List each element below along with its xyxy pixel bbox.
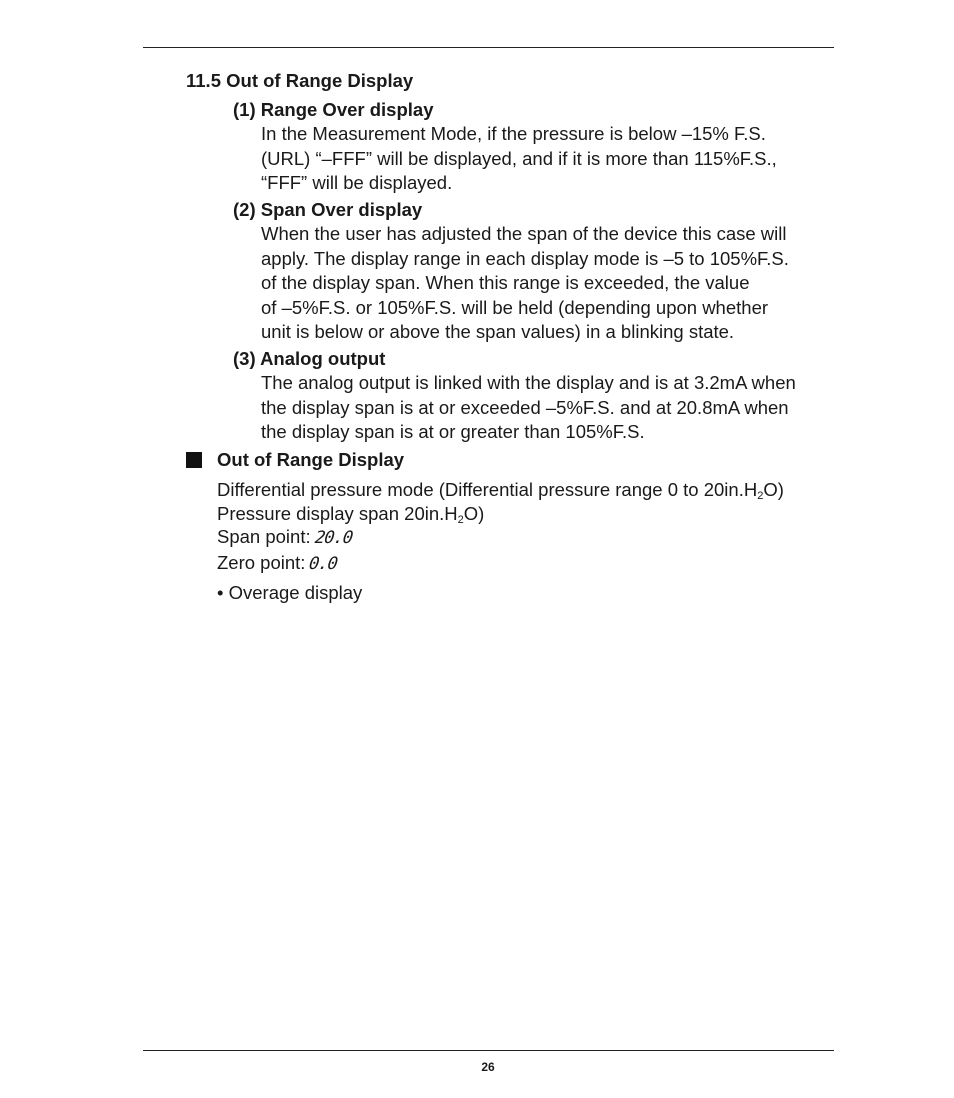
section-title: 11.5 Out of Range Display <box>186 70 414 91</box>
zero-point-label: Zero point: <box>217 551 306 573</box>
square-bullet-icon <box>186 452 202 468</box>
subsection-span-over <box>233 198 833 345</box>
subsection-heading: (2) Span Over display <box>233 199 423 220</box>
bottom-rule <box>143 1050 834 1051</box>
subsection-heading: (1) Range Over display <box>233 99 434 120</box>
overage-display-bullet: • Overage display <box>217 582 363 603</box>
body-line: unit is below or above the span values) in a blinking state. <box>261 321 735 343</box>
subscript: 2 <box>757 490 764 502</box>
mode-line-text: Differential pressure mode (Differential pressure range 0 to 20in.H <box>217 479 758 500</box>
body-line: In the Measurement Mode, if the pressure is below –15% F.S. <box>261 123 766 144</box>
body-line: “FFF” will be displayed. <box>261 172 453 194</box>
subsection-body <box>261 222 833 345</box>
body-line: (URL) “–FFF” will be displayed, and if it is more than 115%F.S., <box>261 147 777 169</box>
body-line: the display span is at or greater than 105%F.S. <box>261 421 645 443</box>
span-point-line <box>217 525 784 551</box>
subscript: 2 <box>457 513 464 526</box>
span-point-value: 20.0 <box>313 528 354 548</box>
span-line-suffix: O) <box>463 502 485 524</box>
top-rule <box>143 47 834 48</box>
page-number: 26 <box>481 1060 495 1074</box>
out-of-range-heading <box>186 448 404 472</box>
body-line: the display span is at or exceeded –5%F.S. and at 20.8mA when <box>261 396 789 418</box>
subsection-range-over <box>233 98 833 196</box>
body-line: When the user has adjusted the span of the device this case will <box>261 223 787 244</box>
zero-point-line <box>217 551 784 577</box>
subsection-analog-output <box>233 347 833 445</box>
span-line-text: Pressure display span 20in.H <box>217 502 458 524</box>
subsection-body <box>261 371 833 445</box>
body-line: apply. The display range in each display mode is –5 to 105%F.S. <box>261 247 789 269</box>
subsection-heading: (3) Analog output <box>233 348 386 369</box>
body-line: The analog output is linked with the display and is at 3.2mA when <box>261 372 796 393</box>
span-line <box>217 502 784 526</box>
out-of-range-heading-text: Out of Range Display <box>217 449 405 470</box>
zero-point-value: 0.0 <box>308 553 339 574</box>
span-point-label: Span point: <box>217 526 311 547</box>
mode-line <box>217 478 784 502</box>
mode-line-suffix: O) <box>763 479 784 500</box>
out-of-range-details <box>217 478 784 576</box>
subsection-body <box>261 122 833 196</box>
body-line: of the display span. When this range is exceeded, the value <box>261 272 750 294</box>
body-line: of –5%F.S. or 105%F.S. will be held (depending upon whether <box>261 296 769 318</box>
